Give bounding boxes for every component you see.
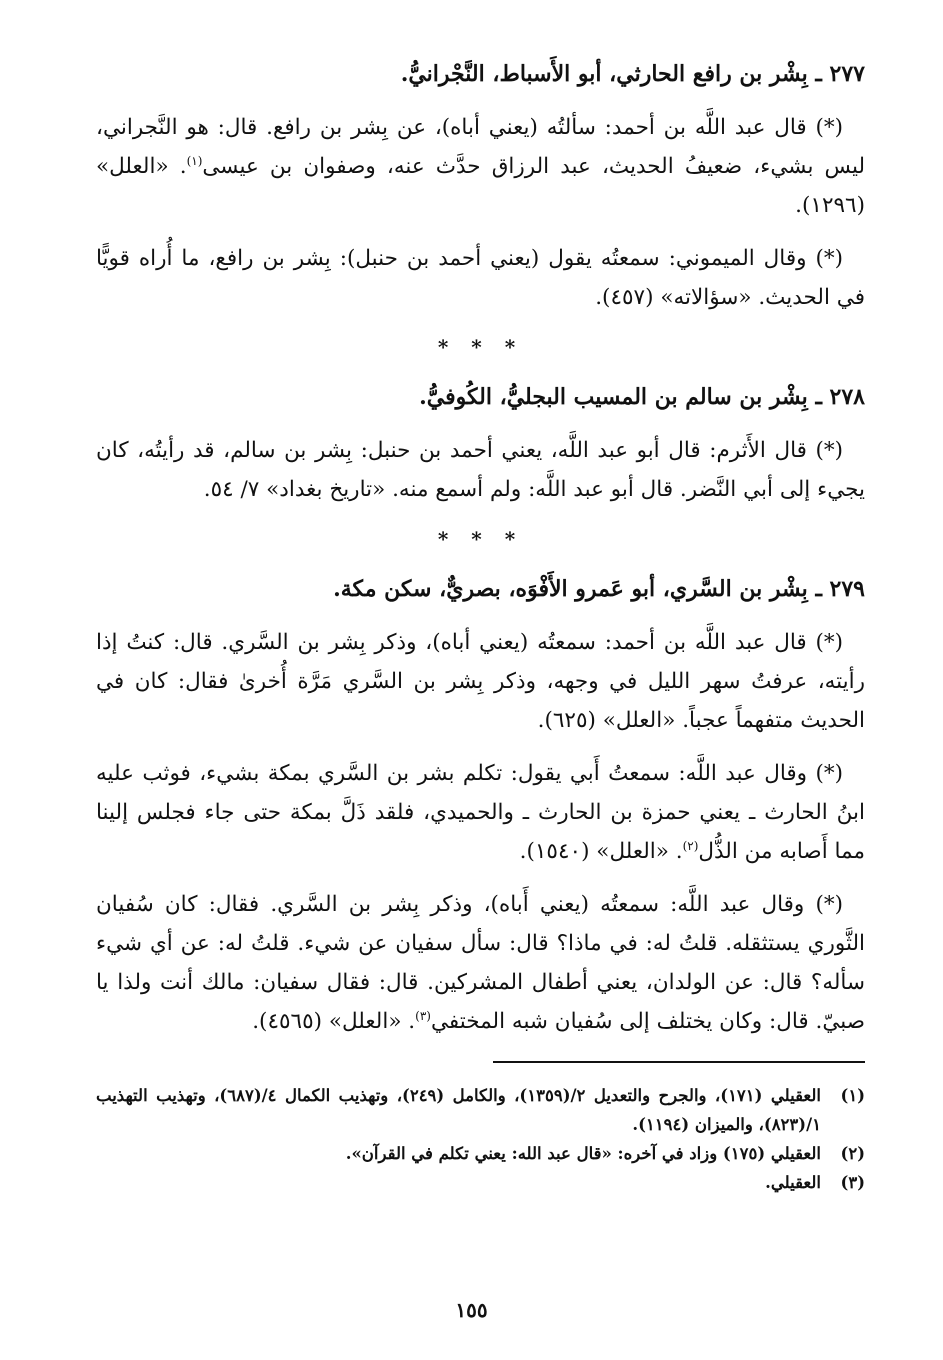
footnote-text: العقيلي. [765, 1173, 821, 1192]
page-number: ١٥٥ [455, 1298, 488, 1322]
footnotes [96, 1081, 865, 1197]
entry-279-paragraph-2: (*) وقال عبد اللَّه: سمعتُ أَبي يقول: تكلم بشر بن السَّري بمكة بشيء، فوثب عليه ابنُ الحارث ـ يعني حمزة بن الحارث ـ والحميدي، فلقد ذَلَّ بمكة حتى جاء فجلس إلينا مما أَصابه من الذُّل$^{(٢)}$. «العلل» (١٥٤٠). [96, 761, 865, 864]
footnote-number: (٣) [840, 1173, 865, 1192]
footnote-text: العقيلي (١٧٥) وزاد في آخره: «قال عبد الله: يعني تكلم في القرآن». [345, 1144, 821, 1163]
entry-279-paragraph-3: (*) وقال عبد اللَّه: سمعتُه (يعني أَباه)، وذكر بِشر بن السَّري. فقال: كان سُفيان الثَّوري يستثقله. قلتُ له: في ماذا؟ قال: سأل سفيان عن شيء. قلتُ له: عن أي شيء سأله؟ قال: عن الولدان، يعني أطفال المشركين. قال: فقال سفيان: مالك أنت ولذا يا صبيّ. قال: وكان يختلف إلى سُفيان شبه المختفي$^{(٣)}$. «العلل» (٤٥٦٥). [96, 892, 865, 1034]
footnote-1 [96, 1081, 865, 1139]
section-separator: * * * [437, 527, 524, 551]
footnote-3 [96, 1168, 865, 1197]
entry-277-paragraph-1: (*) قال عبد اللَّه بن أحمد: سألتُه (يعني أباه)، عن بِشر بن رافع. قال: هو النَّجراني، ليس بشيء، ضعيفُ الحديث، عبد الرزاق حدَّث عنه، وصفوان بن عيسى$^{(١)}$. «العلل» (١٢٩٦). [96, 115, 865, 218]
footnote-ref-3: (٣) [415, 1008, 431, 1023]
entry-heading-279: ٢٧٩ ـ بِشْر بن السَّري، أبو عَمرو الأَفْوَه، بصريٌّ، سكن مكة. [333, 576, 865, 602]
entry-277-paragraph-2: (*) وقال الميموني: سمعتُه يقول (يعني أحمد بن حنبل): بِشر بن رافع، ما أُراه قويًّا في الحديث. «سؤالاته» (٤٥٧). [96, 246, 865, 310]
section-separator: * * * [437, 335, 524, 359]
entry-heading-278: ٢٧٨ ـ بِشْر بن سالم بن المسيب البجليُّ، الكُوفيُّ. [419, 384, 865, 410]
entry-279-paragraph-1: (*) قال عبد اللَّه بن أحمد: سمعتُه (يعني أباه)، وذكر بِشر بن السَّري. قال: كنتُ إذا رأيته، عرفتُ سهر الليل في وجهه، وذكر بِشر بن السَّري مَرَّة أُخرىٰ فقال: كان في الحديث متفهماً عجباً. «العلل» (٦٢٥). [96, 630, 865, 733]
footnote-text: العقيلي (١٧١)، والجرح والتعديل ٢/(١٣٥٩)، والكامل (٢٤٩)، وتهذيب الكمال ٤/(٦٨٧)، وتهذيب التهذيب ١/(٨٢٣)، والميزان (١١٩٤). [96, 1086, 821, 1134]
footnote-ref-1: (١) [186, 153, 203, 168]
footnote-2 [96, 1139, 865, 1168]
footnote-ref-2: (٢) [682, 838, 699, 853]
entry-278-paragraph-1: (*) قال الأَثرم: قال أبو عبد اللَّه، يعني أحمد بن حنبل: بِشر بن سالم، قد رأيتُه، كان يجيء إلى أبي النَّضر. قال أبو عبد اللَّه: ولم أسمع منه. «تاريخ بغداد» ٧/ ٥٤. [96, 438, 865, 502]
footnote-divider [493, 1061, 865, 1063]
footnote-number: (١) [840, 1086, 865, 1105]
entry-heading-277: ٢٧٧ ـ بِشْر بن رافع الحارثي، أبو الأَسباط، النَّجْرانيُّ. [400, 61, 865, 87]
footnote-number: (٢) [840, 1144, 865, 1163]
